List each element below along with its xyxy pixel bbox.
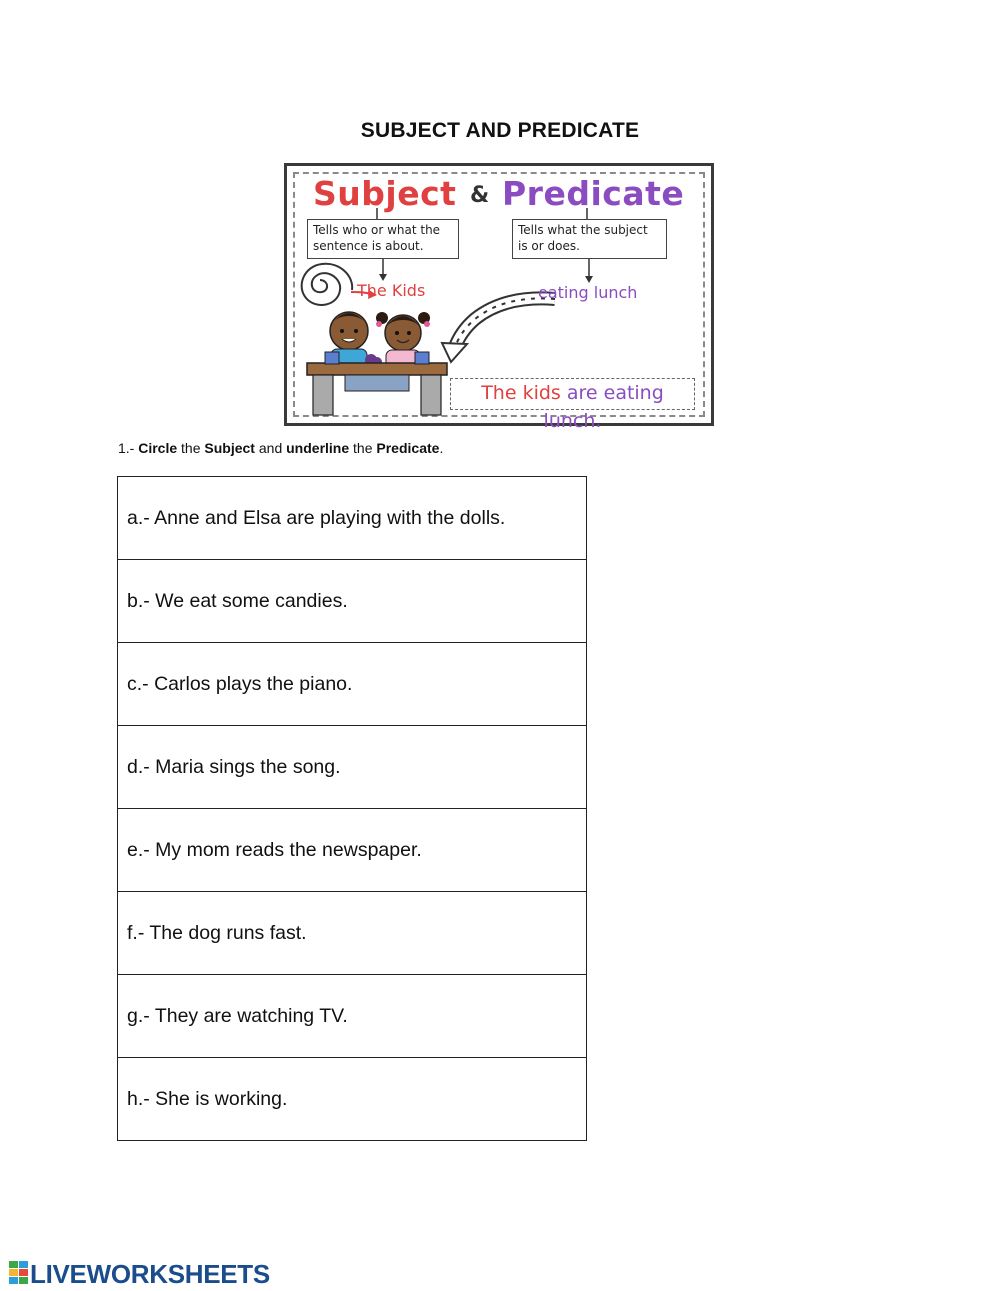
table-row [118, 975, 587, 1058]
example-sentence-box [450, 378, 695, 432]
instruction-underline: underline [286, 440, 350, 456]
table-row [118, 809, 587, 892]
table-row [118, 892, 587, 975]
predicate-definition-box: Tells what the subject is or does. [512, 219, 667, 259]
table-row [118, 560, 587, 643]
spiral-doodle [302, 264, 353, 305]
sentence-cell[interactable]: b.- We eat some candies. [118, 560, 587, 643]
example-sentence-subject: The kids [481, 382, 561, 404]
poster-predicate-heading: Predicate [502, 174, 685, 213]
table-row [118, 1058, 587, 1141]
instruction-text: and [258, 440, 283, 456]
poster-ampersand: & [470, 183, 490, 208]
sentence-cell[interactable]: c.- Carlos plays the piano. [118, 643, 587, 726]
table-row [118, 477, 587, 560]
sentence-table [117, 476, 587, 1141]
subject-predicate-poster [284, 163, 714, 432]
instruction-line [118, 440, 443, 456]
example-sentence-predicate: are eating lunch. [543, 382, 664, 432]
instruction-period: . [439, 440, 444, 456]
sentence-cell[interactable]: h.- She is working. [118, 1058, 587, 1141]
logo-text: LIVEWORKSHEETS [30, 1259, 270, 1289]
table-row [118, 643, 587, 726]
subject-definition-box: Tells who or what the sentence is about. [307, 219, 459, 259]
instruction-circle: Circle [138, 440, 178, 456]
instruction-text: the [353, 440, 373, 456]
sentence-cell[interactable]: d.- Maria sings the song. [118, 726, 587, 809]
logo-mark-icon [9, 1261, 29, 1285]
instruction-predicate: Predicate [376, 440, 440, 456]
sentence-cell[interactable]: g.- They are watching TV. [118, 975, 587, 1058]
instruction-number: 1.- [118, 440, 135, 456]
sentence-cell[interactable]: e.- My mom reads the newspaper. [118, 809, 587, 892]
table-row [118, 726, 587, 809]
poster-subject-heading: Subject [313, 174, 457, 213]
page-title: SUBJECT AND PREDICATE [360, 119, 640, 142]
sentence-cell[interactable]: f.- The dog runs fast. [118, 892, 587, 975]
instruction-text: the [181, 440, 201, 456]
predicate-example: eating lunch [538, 283, 638, 302]
sentence-cell[interactable]: a.- Anne and Elsa are playing with the dolls. [118, 477, 587, 560]
subject-example: The Kids [357, 281, 426, 300]
instruction-subject: Subject [204, 440, 255, 456]
